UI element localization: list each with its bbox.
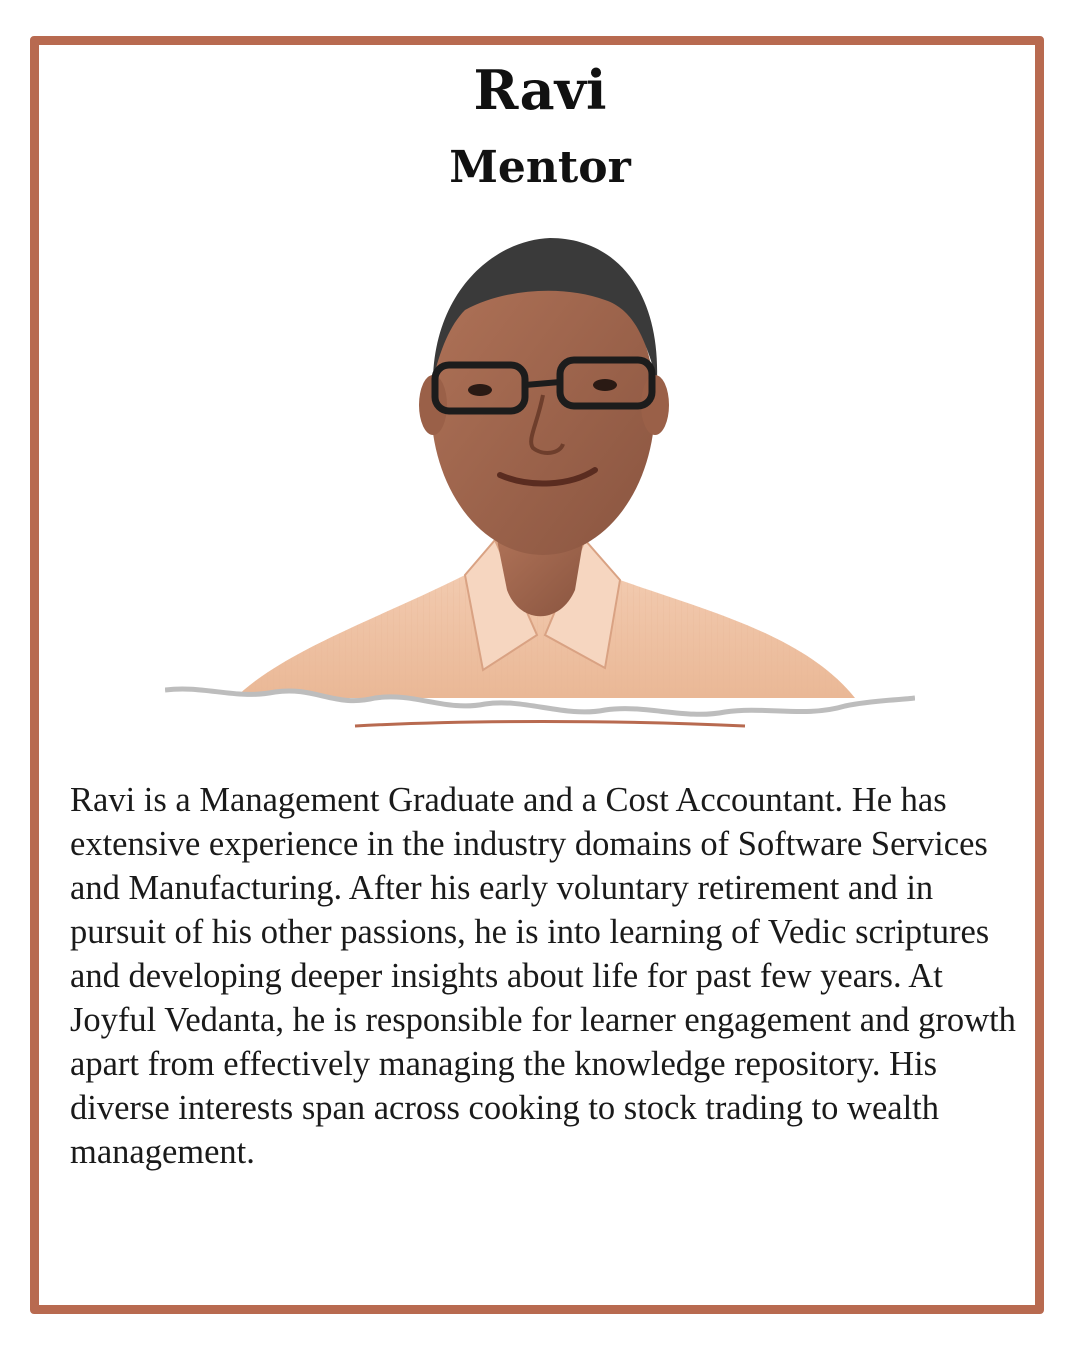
portrait-photo xyxy=(165,230,915,740)
bio-paragraph: Ravi is a Management Graduate and a Cost Accountant. He has extensive experience in the industry domains of Software Services and Manufacturing. After his early voluntary retirement and in pursuit of his other passions, he is into learning of Vedic scriptures and developing deeper insights about life for past few years. At Joyful Vedanta, he is responsible for learner engagement and growth apart from effectively managing the knowledge repository. His diverse interests span across cooking to stock trading to wealth management. xyxy=(70,781,1016,1171)
person-name: Ravi xyxy=(473,58,607,122)
person-role: Mentor xyxy=(449,142,631,193)
